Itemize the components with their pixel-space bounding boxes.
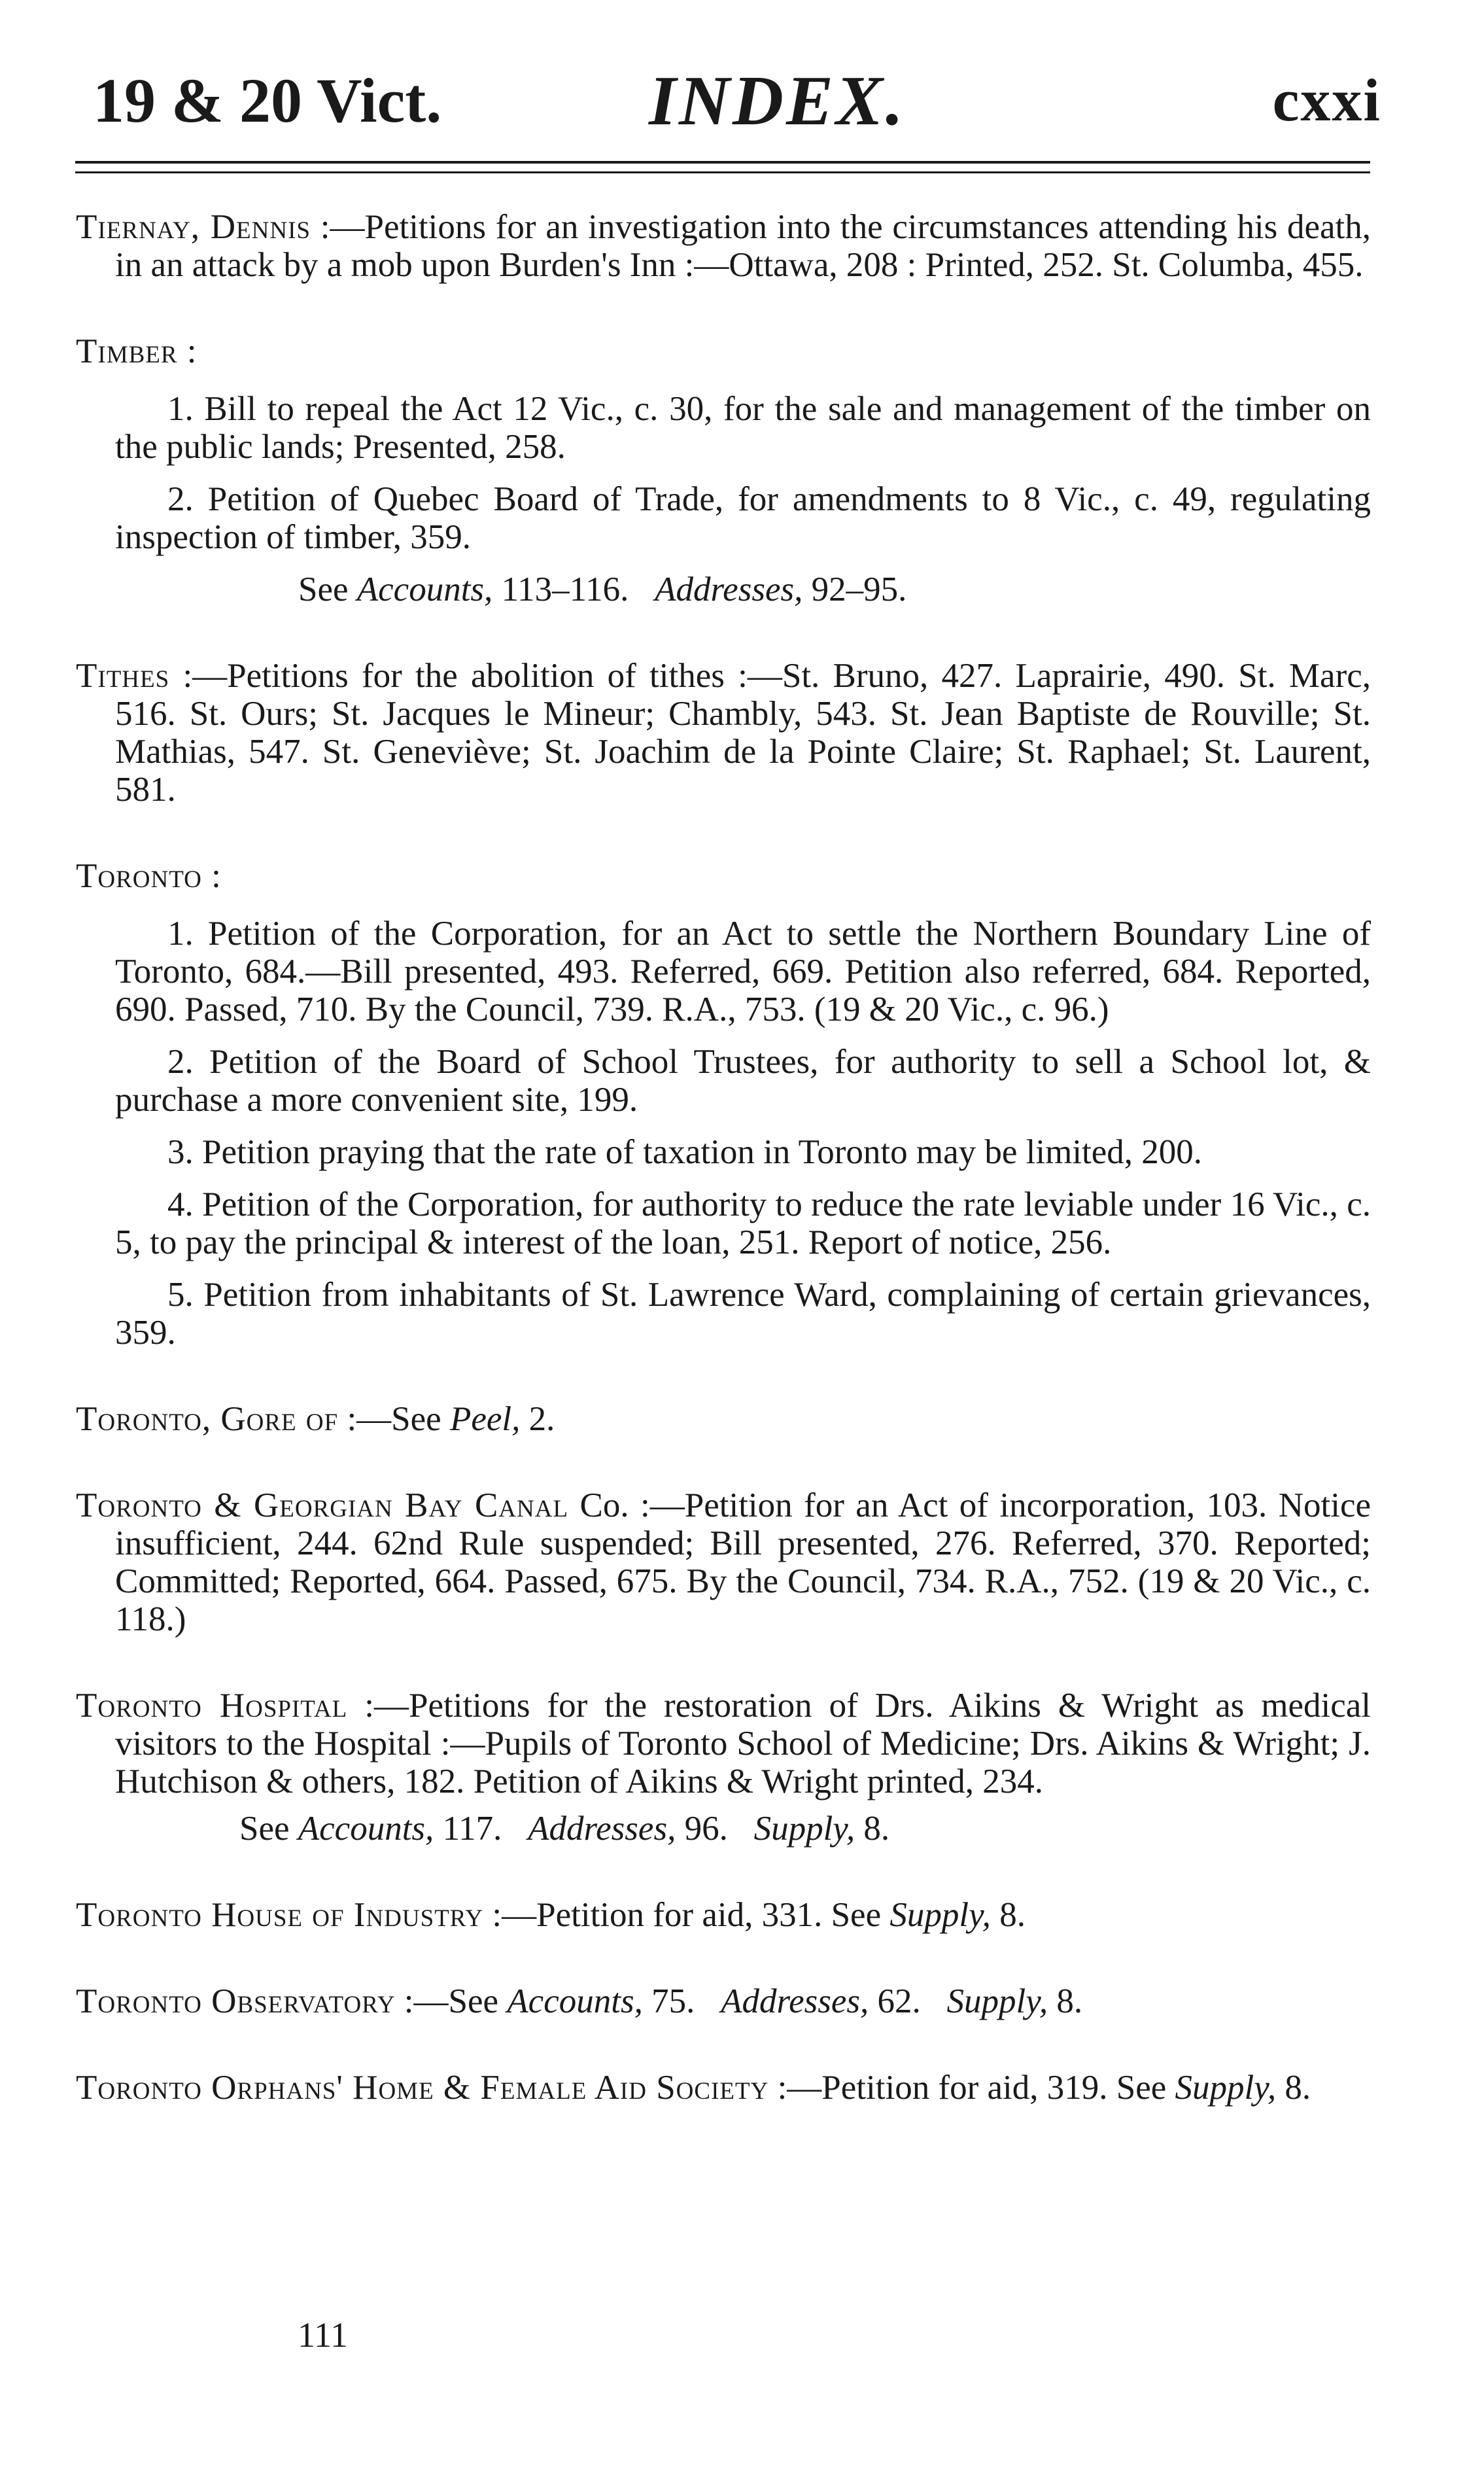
see-ref-supply: Supply, xyxy=(753,1810,855,1848)
toronto-item-4: 4. Petition of the Corporation, for authority to reduce the rate leviable under 16 Vic., c. 5, to pay the principal & interest of the loan, 251. Report of notice, 256. xyxy=(115,1185,1371,1261)
see-pages: 113–116. xyxy=(501,570,629,608)
entry-toronto-orphans-home xyxy=(76,2069,1371,2107)
timber-item-1: 1. Bill to repeal the Act 12 Vic., c. 30, for the sale and management of the timber on the public lands; Presented, 258. xyxy=(115,390,1371,466)
see-pages: 62. xyxy=(877,1982,921,2020)
entry-text: :—Petitions for an investigation into the circumstances attending his death, in an attack by a mob upon Burden's Inn :—Ottawa, 208 : Printed, 252. St. Columba, 455. xyxy=(115,208,1371,284)
entry-text: :—Petition for aid, 319. See xyxy=(777,2069,1167,2107)
see-pages: 8. xyxy=(999,1896,1026,1934)
entry-toronto-hospital xyxy=(76,1687,1371,1800)
timber-item-2: 2. Petition of Quebec Board of Trade, for amendments to 8 Vic., c. 49, regulating inspection of timber, 359. xyxy=(115,480,1371,556)
entry-tiernay xyxy=(76,208,1371,284)
timber-see-also xyxy=(76,570,1371,608)
see-ref-addresses: Addresses, xyxy=(721,1982,869,2020)
see-ref-peel: Peel, xyxy=(449,1400,521,1438)
see-pages: 96. xyxy=(684,1810,728,1848)
entry-text: :—See xyxy=(404,1982,499,2020)
entry-tithes xyxy=(76,657,1371,809)
see-pages: 75. xyxy=(651,1982,695,2020)
entry-toronto-georgian-bay xyxy=(76,1486,1371,1638)
see-pages: 8. xyxy=(1285,2069,1311,2107)
toronto-item-2: 2. Petition of the Board of School Trustees, for authority to sell a School lot, & purchase a more convenient site, 199. xyxy=(115,1043,1371,1119)
entry-heading: Toronto Hospital xyxy=(76,1687,348,1725)
hospital-see-also xyxy=(76,1810,1371,1848)
entry-toronto-observatory xyxy=(76,1982,1371,2020)
header-title: INDEX. xyxy=(649,62,906,140)
entry-text: Co. :—Petition for an Act of incorporation, 103. Notice insufficient, 244. 62nd Rule suspended; Bill presented, 276. Referred, 370. Reported; Committed; Reported, 664. Passed, 675. By the Council, 734. R.A., 752. (19 & 20 Vic., c. 118.) xyxy=(115,1486,1372,1638)
entry-heading: Tithes xyxy=(76,657,170,695)
index-body xyxy=(76,208,1371,2155)
see-pages: 2. xyxy=(528,1400,555,1438)
see-ref-supply: Supply, xyxy=(1175,2069,1277,2107)
entry-text: :—Petitions for the restoration of Drs. Aikins & Wright as medical visitors to the Hospital :—Pupils of Toronto School of Medicine; Drs. Aikins & Wright; J. Hutchison & others, 182. Petition of Aikins & Wright printed, 234. xyxy=(115,1687,1371,1800)
entry-heading: Toronto House of Industry xyxy=(76,1896,484,1934)
see-pages: 8. xyxy=(863,1810,890,1848)
entry-toronto-house-of-industry xyxy=(76,1896,1371,1934)
signature-folio: 111 xyxy=(298,2315,348,2355)
entry-heading: Tiernay, Dennis xyxy=(76,208,311,246)
toronto-item-3: 3. Petition praying that the rate of taxation in Toronto may be limited, 200. xyxy=(167,1133,1203,1171)
see-ref-accounts: Accounts, xyxy=(356,570,493,608)
see-pages: 117. xyxy=(442,1810,502,1848)
see-pages: 92–95. xyxy=(811,570,907,608)
see-ref-supply: Supply, xyxy=(946,1982,1048,2020)
entry-toronto-heading: Toronto : xyxy=(76,857,222,895)
see-prefix: See xyxy=(239,1810,290,1848)
see-ref-accounts: Accounts, xyxy=(507,1982,643,2020)
see-ref-addresses: Addresses, xyxy=(655,570,803,608)
entry-timber-heading: Timber : xyxy=(76,332,198,370)
entry-heading: Toronto Observatory xyxy=(76,1982,396,2020)
toronto-item-5: 5. Petition from inhabitants of St. Lawrence Ward, complaining of certain grievances, 359. xyxy=(115,1276,1371,1352)
see-prefix: See xyxy=(298,570,349,608)
header-regnal-year: 19 & 20 Vict. xyxy=(93,65,442,135)
entry-toronto-gore xyxy=(76,1400,1371,1438)
see-ref-accounts: Accounts, xyxy=(298,1810,434,1848)
entry-text: :—Petition for aid, 331. See xyxy=(492,1896,882,1934)
entry-heading: Toronto, Gore of xyxy=(76,1400,339,1438)
page-header xyxy=(73,51,1381,140)
header-rule-top xyxy=(75,161,1370,164)
entry-text: :—See xyxy=(347,1400,441,1438)
header-page-number: cxxi xyxy=(1272,67,1381,133)
see-ref-addresses: Addresses, xyxy=(528,1810,676,1848)
header-rule-bottom xyxy=(75,171,1370,173)
entry-heading: Toronto Orphans' Home & Female Aid Society xyxy=(76,2069,769,2107)
toronto-item-1: 1. Petition of the Corporation, for an Act to settle the Northern Boundary Line of Toronto, 684.—Bill presented, 493. Referred, 669. Petition also referred, 684. Reported, 690. Passed, 710. By the Council, 739. R.A., 753. (19 & 20 Vic., c. 96.) xyxy=(115,915,1371,1028)
see-pages: 8. xyxy=(1056,1982,1083,2020)
see-ref-supply: Supply, xyxy=(889,1896,991,1934)
entry-text: :—Petitions for the abolition of tithes :—St. Bruno, 427. Laprairie, 490. St. Marc, 516. St. Ours; St. Jacques le Mineur; Chambly, 543. St. Jean Baptiste de Rouville; St. Mathias, 547. St. Geneviève; St. Joachim de la Pointe Claire; St. Raphael; St. Laurent, 581. xyxy=(115,657,1372,809)
entry-heading: Toronto & Georgian Bay Canal xyxy=(76,1486,569,1524)
